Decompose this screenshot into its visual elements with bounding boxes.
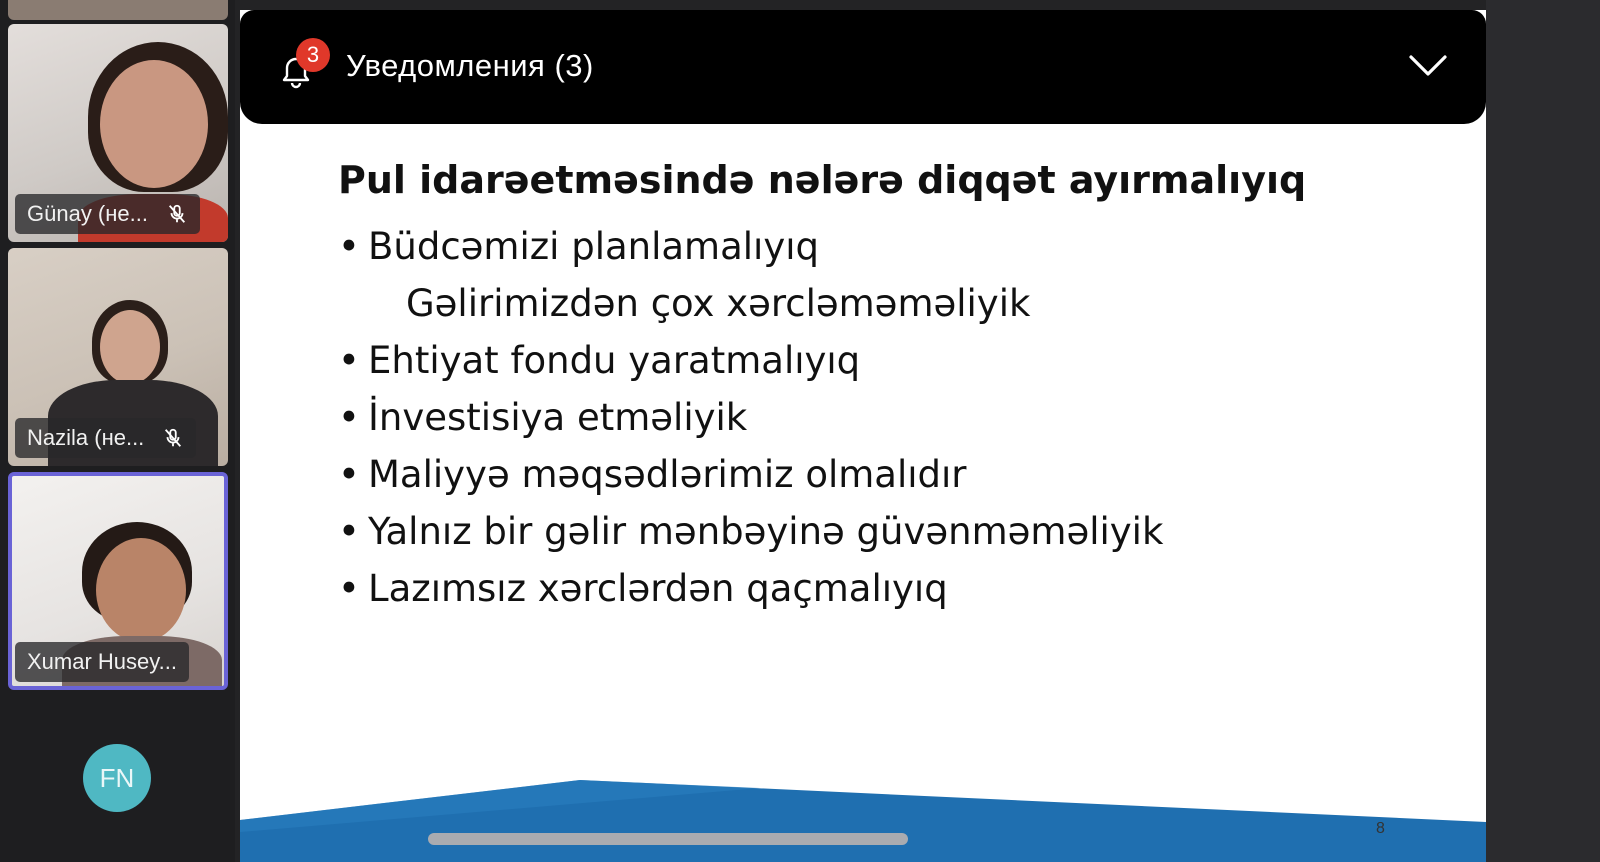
participant-tile-no-video[interactable] [8, 696, 228, 862]
bullet-text: Yalnız bir gəlir mənbəyinə güvənməməliyik [368, 510, 1164, 553]
participant-name: Xumar Husey... [27, 649, 177, 674]
bullet-marker: • [338, 453, 360, 496]
participant-tile[interactable] [8, 24, 228, 242]
bullet-marker: • [338, 225, 360, 268]
slide-bullet-item [338, 389, 1163, 446]
participant-name-tag [15, 418, 196, 458]
bullet-marker: • [338, 510, 360, 553]
notifications-bell[interactable] [276, 38, 334, 96]
mic-off-icon [166, 203, 188, 225]
notifications-title: Уведомления (3) [346, 48, 594, 83]
bullet-marker: • [338, 396, 360, 439]
avatar: FN [83, 744, 151, 812]
bullet-text: Ehtiyat fondu yaratmalıyıq [368, 339, 861, 382]
slide-bullet-item [338, 275, 1163, 332]
slide-bullet-item [338, 218, 1163, 275]
participant-name: Günay (не... [27, 201, 148, 226]
notifications-bar[interactable] [240, 10, 1486, 124]
slide-bullet-item [338, 560, 1163, 617]
horizontal-scrollbar[interactable] [428, 833, 908, 845]
slide-bullet-list [338, 218, 1163, 617]
participant-tile-partial[interactable] [8, 0, 228, 20]
slide-bullet-item [338, 503, 1163, 560]
bullet-text: Büdcəmizi planlamalıyıq [368, 225, 819, 268]
mic-off-icon [162, 427, 184, 449]
participant-tile[interactable] [8, 248, 228, 466]
right-gutter [1486, 0, 1600, 862]
participant-name-tag [15, 642, 189, 682]
slide-footer-graphic [240, 780, 1486, 862]
notification-count-badge: 3 [296, 38, 330, 72]
participants-sidebar [0, 0, 235, 862]
slide-page-number: 8 [1376, 820, 1385, 837]
slide-bullet-item [338, 446, 1163, 503]
bullet-text: İnvestisiya etməliyik [368, 396, 748, 439]
bullet-text: Lazımsız xərclərdən qaçmalıyıq [368, 567, 948, 610]
chevron-down-icon[interactable] [1408, 52, 1448, 80]
bullet-marker: • [338, 339, 360, 382]
participant-name: Nazila (не... [27, 425, 145, 450]
bullet-marker: • [338, 567, 360, 610]
slide-title: Pul idarəetməsində nələrə diqqət ayırmalıyıq [338, 158, 1307, 202]
participant-name-tag [15, 194, 200, 234]
bullet-text: Gəlirimizdən çox xərcləməməliyik [406, 282, 1031, 325]
slide-bullet-item [338, 332, 1163, 389]
bullet-text: Maliyyə məqsədlərimiz olmalıdır [368, 453, 967, 496]
participant-tile-active-speaker[interactable] [8, 472, 228, 690]
